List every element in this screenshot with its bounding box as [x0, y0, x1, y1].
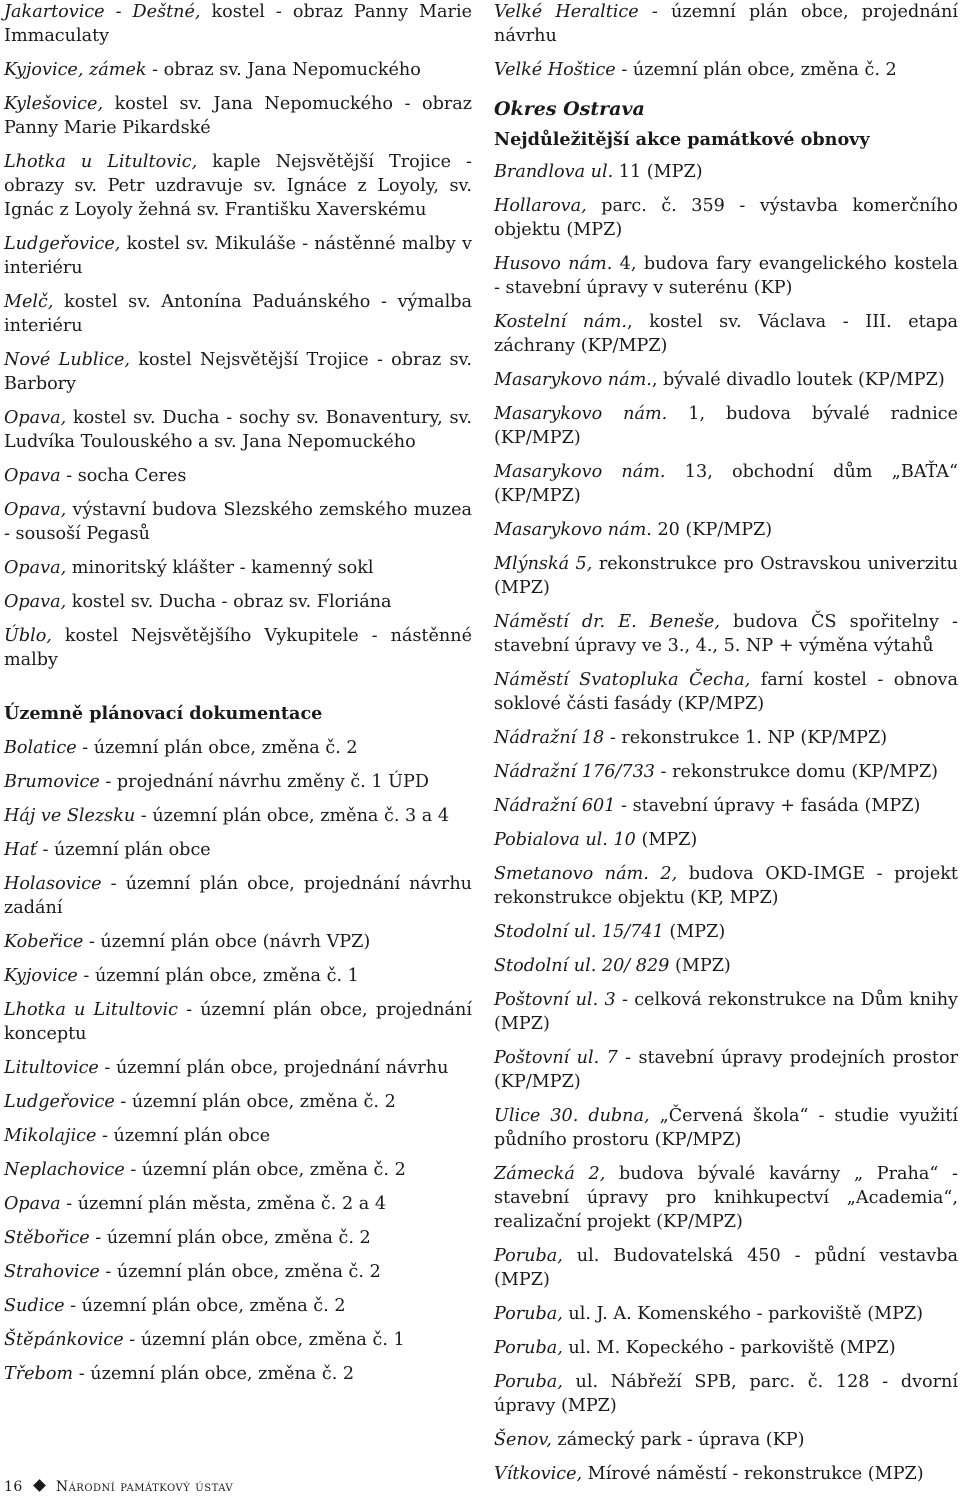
entry-text: 20 (KP/MPZ) [651, 520, 773, 540]
entry-place: Opava, [4, 408, 67, 428]
ostrava-entry [494, 1336, 958, 1360]
entry-place: Opava [4, 1194, 61, 1214]
entry-place: Poštovní ul. 7 [494, 1048, 618, 1068]
ostrava-entry [494, 988, 958, 1036]
planning-entry [4, 1056, 472, 1080]
entry-text: - obraz sv. Jana Nepomuckého [146, 60, 421, 80]
entry-place: Bolatice [4, 738, 77, 758]
entry-text: kaple Nejsvětější Trojice - obrazy sv. Petr uzdravuje sv. Ignáce z Loyoly, sv. Ignác z Loyoly žehná sv. Františku Xaverskému [4, 152, 473, 220]
entry-text: - stavební úpravy + fasáda (MPZ) [615, 796, 921, 816]
entry-place: Stěbořice [4, 1228, 90, 1248]
entry-text: - rekonstrukce domu (KP/MPZ) [654, 762, 939, 782]
entry-text: (MPZ) [663, 922, 726, 942]
ostrava-entry [494, 862, 958, 910]
entry-text: 13, obchodní dům „BAŤA“ (KP/MPZ) [494, 462, 958, 506]
planning-entry [4, 872, 472, 920]
entry-place: Litultovice [4, 1058, 99, 1078]
ostrava-entry [494, 1104, 958, 1152]
planning-entry [4, 1192, 472, 1216]
entry-place: Nádražní 601 [494, 796, 616, 816]
entry-text: - celková rekonstrukce na Dům knihy (MPZ) [494, 990, 958, 1034]
entry-text: (MPZ) [635, 830, 698, 850]
entry-text: - územní plán obce, projednání návrhu [98, 1058, 449, 1078]
ostrava-entry [494, 1162, 958, 1234]
entry-text: kostel sv. Ducha - obraz sv. Floriána [66, 592, 392, 612]
ostrava-entry [494, 1428, 958, 1452]
page-footer [4, 1478, 233, 1496]
entry-text: 1, budova bývalé radnice (KP/MPZ) [494, 404, 958, 448]
entry-place: Pobialova ul. 10 [494, 830, 636, 850]
section-subheading: Nejdůležitější akce památkové obnovy [494, 129, 870, 150]
ostrava-entry [494, 794, 958, 818]
entry-text: - územní plán obce, změna č. 2 [99, 1262, 381, 1282]
section-heading-planning: Územně plánovací dokumentace [4, 703, 323, 724]
entry-text: - rekonstrukce 1. NP (KP/MPZ) [604, 728, 888, 748]
entry-place: Vítkovice, [494, 1464, 583, 1484]
entry-text: farní kostel - obnova soklové části fasády (KP/MPZ) [494, 670, 958, 714]
entry-text: rekonstrukce pro Ostravskou univerzitu (MPZ) [494, 554, 958, 598]
entry-text: budova bývalé kavárny „ Praha“ - stavební úpravy pro knihkupectví „Academia“, realizační projekt (KP/MPZ) [494, 1164, 958, 1232]
restoration-entry [4, 290, 472, 338]
ostrava-entry [494, 1462, 958, 1486]
diamond-icon [33, 1479, 46, 1492]
entry-place: Nádražní 18 [494, 728, 605, 748]
entry-text: - územní plán obce [36, 840, 211, 860]
ostrava-entry [494, 194, 958, 242]
entry-place: Masarykovo nám. [494, 370, 652, 390]
left-entries-planning [4, 736, 472, 1386]
right-entries-restoration [494, 160, 958, 1486]
entry-text: zámecký park - úprava (KP) [551, 1430, 805, 1450]
entry-place: Štěpánkovice [4, 1330, 124, 1350]
restoration-entry [4, 590, 472, 614]
entry-text: ul. M. Kopeckého - parkoviště (MPZ) [562, 1338, 896, 1358]
entry-place: Lhotka u Litultovic [4, 1000, 178, 1020]
entry-place: Opava, [4, 558, 67, 578]
entry-place: Strahovice [4, 1262, 100, 1282]
page-number: 16 [4, 1479, 23, 1495]
planning-entry [4, 998, 472, 1046]
entry-text: - územní plán obce (návrh VPZ) [83, 932, 371, 952]
entry-text: - územní plán obce, změna č. 2 [89, 1228, 371, 1248]
entry-place: Kyjovice [4, 966, 78, 986]
entry-text: - územní plán obce, změna č. 2 [615, 60, 897, 80]
restoration-entry [4, 556, 472, 580]
entry-place: Kyjovice, zámek [4, 60, 147, 80]
entry-place: Poruba, [494, 1338, 563, 1358]
ostrava-entry [494, 828, 958, 852]
planning-entry [4, 1294, 472, 1318]
ostrava-entry [494, 610, 958, 658]
entry-place: Opava [4, 466, 61, 486]
entry-text: - územní plán obce, projednání konceptu [4, 1000, 472, 1044]
entry-place: Kostelní nám. [494, 312, 628, 332]
entry-place: Jakartovice - Deštné, [4, 2, 201, 22]
ostrava-entry [494, 1302, 958, 1326]
planning-entry [4, 804, 472, 828]
entry-text: - socha Ceres [60, 466, 187, 486]
entry-place: Stodolní ul. 15/741 [494, 922, 664, 942]
entry-text: minoritský klášter - kamenný sokl [66, 558, 374, 578]
entry-place: Velké Heraltice [494, 2, 639, 22]
entry-place: Smetanovo nám. 2, [494, 864, 678, 884]
planning-entry [4, 1260, 472, 1284]
restoration-entry [4, 498, 472, 546]
entry-text: (MPZ) [669, 956, 731, 976]
entry-text: - územní plán obce, změna č. 2 [114, 1092, 396, 1112]
entry-text: - územní plán obce, změna č. 1 [123, 1330, 405, 1350]
entry-place: Náměstí dr. E. Beneše, [494, 612, 720, 632]
planning-entry [4, 1158, 472, 1182]
entry-text: „Červená škola“ - studie využití půdního prostoru (KP/MPZ) [494, 1106, 959, 1150]
entry-place: Holasovice [4, 874, 102, 894]
entry-text: kostel sv. Jana Nepomuckého - obraz Panny Marie Pikardské [4, 94, 472, 138]
restoration-entry [4, 406, 472, 454]
publisher-name: Národní památkový ústav [55, 1479, 234, 1495]
ostrava-entry [494, 368, 958, 392]
entry-place: Ulice 30. dubna, [494, 1106, 650, 1126]
ostrava-entry [494, 160, 958, 184]
entry-text: - územní plán obce, změna č. 1 [77, 966, 359, 986]
ostrava-entry [494, 954, 958, 978]
entry-place: Zámecká 2, [494, 1164, 606, 1184]
planning-entry [4, 1328, 472, 1352]
entry-place: Poruba, [494, 1304, 563, 1324]
planning-entry [4, 964, 472, 988]
entry-place: Opava, [4, 592, 67, 612]
restoration-entry [4, 58, 472, 82]
entry-text: - územní plán obce, změna č. 2 [76, 738, 358, 758]
entry-place: Šenov, [494, 1430, 552, 1450]
entry-text: kostel Nejsvětější Trojice - obraz sv. Barbory [4, 350, 472, 394]
entry-place: Masarykovo nám. [494, 520, 652, 540]
restoration-entry [4, 624, 472, 672]
entry-place: Háj ve Slezsku [4, 806, 136, 826]
entry-place: Hollarova, [494, 196, 587, 216]
restoration-entry [4, 464, 472, 488]
right-entries-planning [494, 0, 958, 82]
entry-place: Ludgeřovice, [4, 234, 121, 254]
ostrava-entry [494, 310, 958, 358]
entry-place: Melč, [4, 292, 54, 312]
entry-place: Mikolajice [4, 1126, 97, 1146]
ostrava-entry [494, 726, 958, 750]
entry-text: 11 (MPZ) [613, 162, 703, 182]
entry-text: ul. J. A. Komenského - parkoviště (MPZ) [562, 1304, 924, 1324]
planning-entry [4, 1090, 472, 1114]
entry-place: Třebom [4, 1364, 74, 1384]
planning-entry [4, 1124, 472, 1148]
entry-text: výstavní budova Slezského zemského muzea - sousoší Pegasů [4, 500, 472, 544]
entry-text: - územní plán obce, změna č. 2 [73, 1364, 355, 1384]
entry-place: Lhotka u Litultovic, [4, 152, 198, 172]
ostrava-entry [494, 460, 958, 508]
entry-text: - projednání návrhu změny č. 1 ÚPD [99, 772, 429, 792]
entry-place: Husovo nám. [494, 254, 613, 274]
planning-entry [4, 736, 472, 760]
entry-text: - územní plán obce, změna č. 2 [64, 1296, 346, 1316]
entry-text: kostel sv. Mikuláše - nástěnné malby v interiéru [4, 234, 472, 278]
entry-place: Kylešovice, [4, 94, 104, 114]
entry-text: , kostel sv. Václava - III. etapa záchrany (KP/MPZ) [494, 312, 958, 356]
ostrava-entry [494, 920, 958, 944]
entry-place: Brumovice [4, 772, 100, 792]
entry-text: parc. č. 359 - výstavba komerčního objektu (MPZ) [494, 196, 958, 240]
entry-place: Neplachovice [4, 1160, 125, 1180]
entry-place: Poštovní ul. 3 [494, 990, 616, 1010]
restoration-entry [4, 232, 472, 280]
entry-place: Úblo, [4, 626, 52, 646]
entry-place: Masarykovo nám. [494, 404, 668, 424]
entry-text: ul. Budovatelská 450 - půdní vestavba (MPZ) [494, 1246, 958, 1290]
entry-text: budova OKD-IMGE - projekt rekonstrukce objektu (KP, MPZ) [494, 864, 958, 908]
entry-text: kostel sv. Ducha - sochy sv. Bonaventury, sv. Ludvíka Toulouského a sv. Jana Nepomuckého [4, 408, 472, 452]
entry-text: - územní plán obce, změna č. 2 [124, 1160, 406, 1180]
right-column [494, 0, 958, 1496]
restoration-entry [4, 348, 472, 396]
entry-place: Poruba, [494, 1246, 563, 1266]
entry-place: Velké Hoštice [494, 60, 616, 80]
entry-place: Ludgeřovice [4, 1092, 115, 1112]
planning-entry [4, 1362, 472, 1386]
ostrava-entry [494, 518, 958, 542]
entry-place: Brandlova ul. [494, 162, 614, 182]
district-heading: Okres Ostrava [494, 98, 645, 120]
entry-place: Sudice [4, 1296, 65, 1316]
entry-place: Náměstí Svatopluka Čecha, [494, 670, 751, 690]
entry-place: Nádražní 176/733 [494, 762, 655, 782]
ostrava-entry [494, 1370, 958, 1418]
ostrava-entry [494, 760, 958, 784]
entry-text: kostel - obraz Panny Marie Immaculaty [4, 2, 472, 46]
ostrava-entry [494, 552, 958, 600]
entry-text: - územní plán města, změna č. 2 a 4 [60, 1194, 387, 1214]
entry-text: - územní plán obce, projednání návrhu zadání [4, 874, 472, 918]
entry-place: Poruba, [494, 1372, 563, 1392]
restoration-entry [4, 0, 472, 48]
restoration-entry [4, 92, 472, 140]
left-entries-restoration [4, 0, 472, 672]
left-column [4, 0, 472, 1396]
ostrava-entry [494, 1244, 958, 1292]
entry-text: 4, budova fary evangelického kostela - stavební úpravy v suterénu (KP) [494, 254, 958, 298]
entry-place: Kobeřice [4, 932, 84, 952]
entry-text: - stavební úpravy prodejních prostor (KP/MPZ) [494, 1048, 958, 1092]
entry-text: - územní plán obce, projednání návrhu [494, 2, 958, 46]
ostrava-entry [494, 252, 958, 300]
entry-text: kostel Nejsvětějšího Vykupitele - nástěnné malby [4, 626, 472, 670]
entry-place: Mlýnská 5, [494, 554, 593, 574]
ostrava-entry [494, 402, 958, 450]
entry-text: budova ČS spořitelny - stavební úpravy ve 3., 4., 5. NP + výměna výtahů [494, 612, 958, 656]
entry-place: Stodolní ul. 20/ 829 [494, 956, 670, 976]
planning-entry [494, 58, 958, 82]
entry-text: - územní plán obce, změna č. 3 a 4 [135, 806, 450, 826]
ostrava-entry [494, 1046, 958, 1094]
entry-place: Hať [4, 840, 37, 860]
entry-place: Masarykovo nám. [494, 462, 666, 482]
entry-text: Mírové náměstí - rekonstrukce (MPZ) [582, 1464, 924, 1484]
planning-entry [4, 930, 472, 954]
entry-text: kostel sv. Antonína Paduánského - výmalba interiéru [4, 292, 472, 336]
entry-text: , bývalé divadlo loutek (KP/MPZ) [651, 370, 945, 390]
entry-text: ul. Nábřeží SPB, parc. č. 128 - dvorní úpravy (MPZ) [494, 1372, 958, 1416]
entry-place: Nové Lublice, [4, 350, 131, 370]
restoration-entry [4, 150, 472, 222]
planning-entry [494, 0, 958, 48]
entry-text: - územní plán obce [96, 1126, 271, 1146]
planning-entry [4, 1226, 472, 1250]
ostrava-entry [494, 668, 958, 716]
planning-entry [4, 838, 472, 862]
entry-place: Opava, [4, 500, 67, 520]
planning-entry [4, 770, 472, 794]
